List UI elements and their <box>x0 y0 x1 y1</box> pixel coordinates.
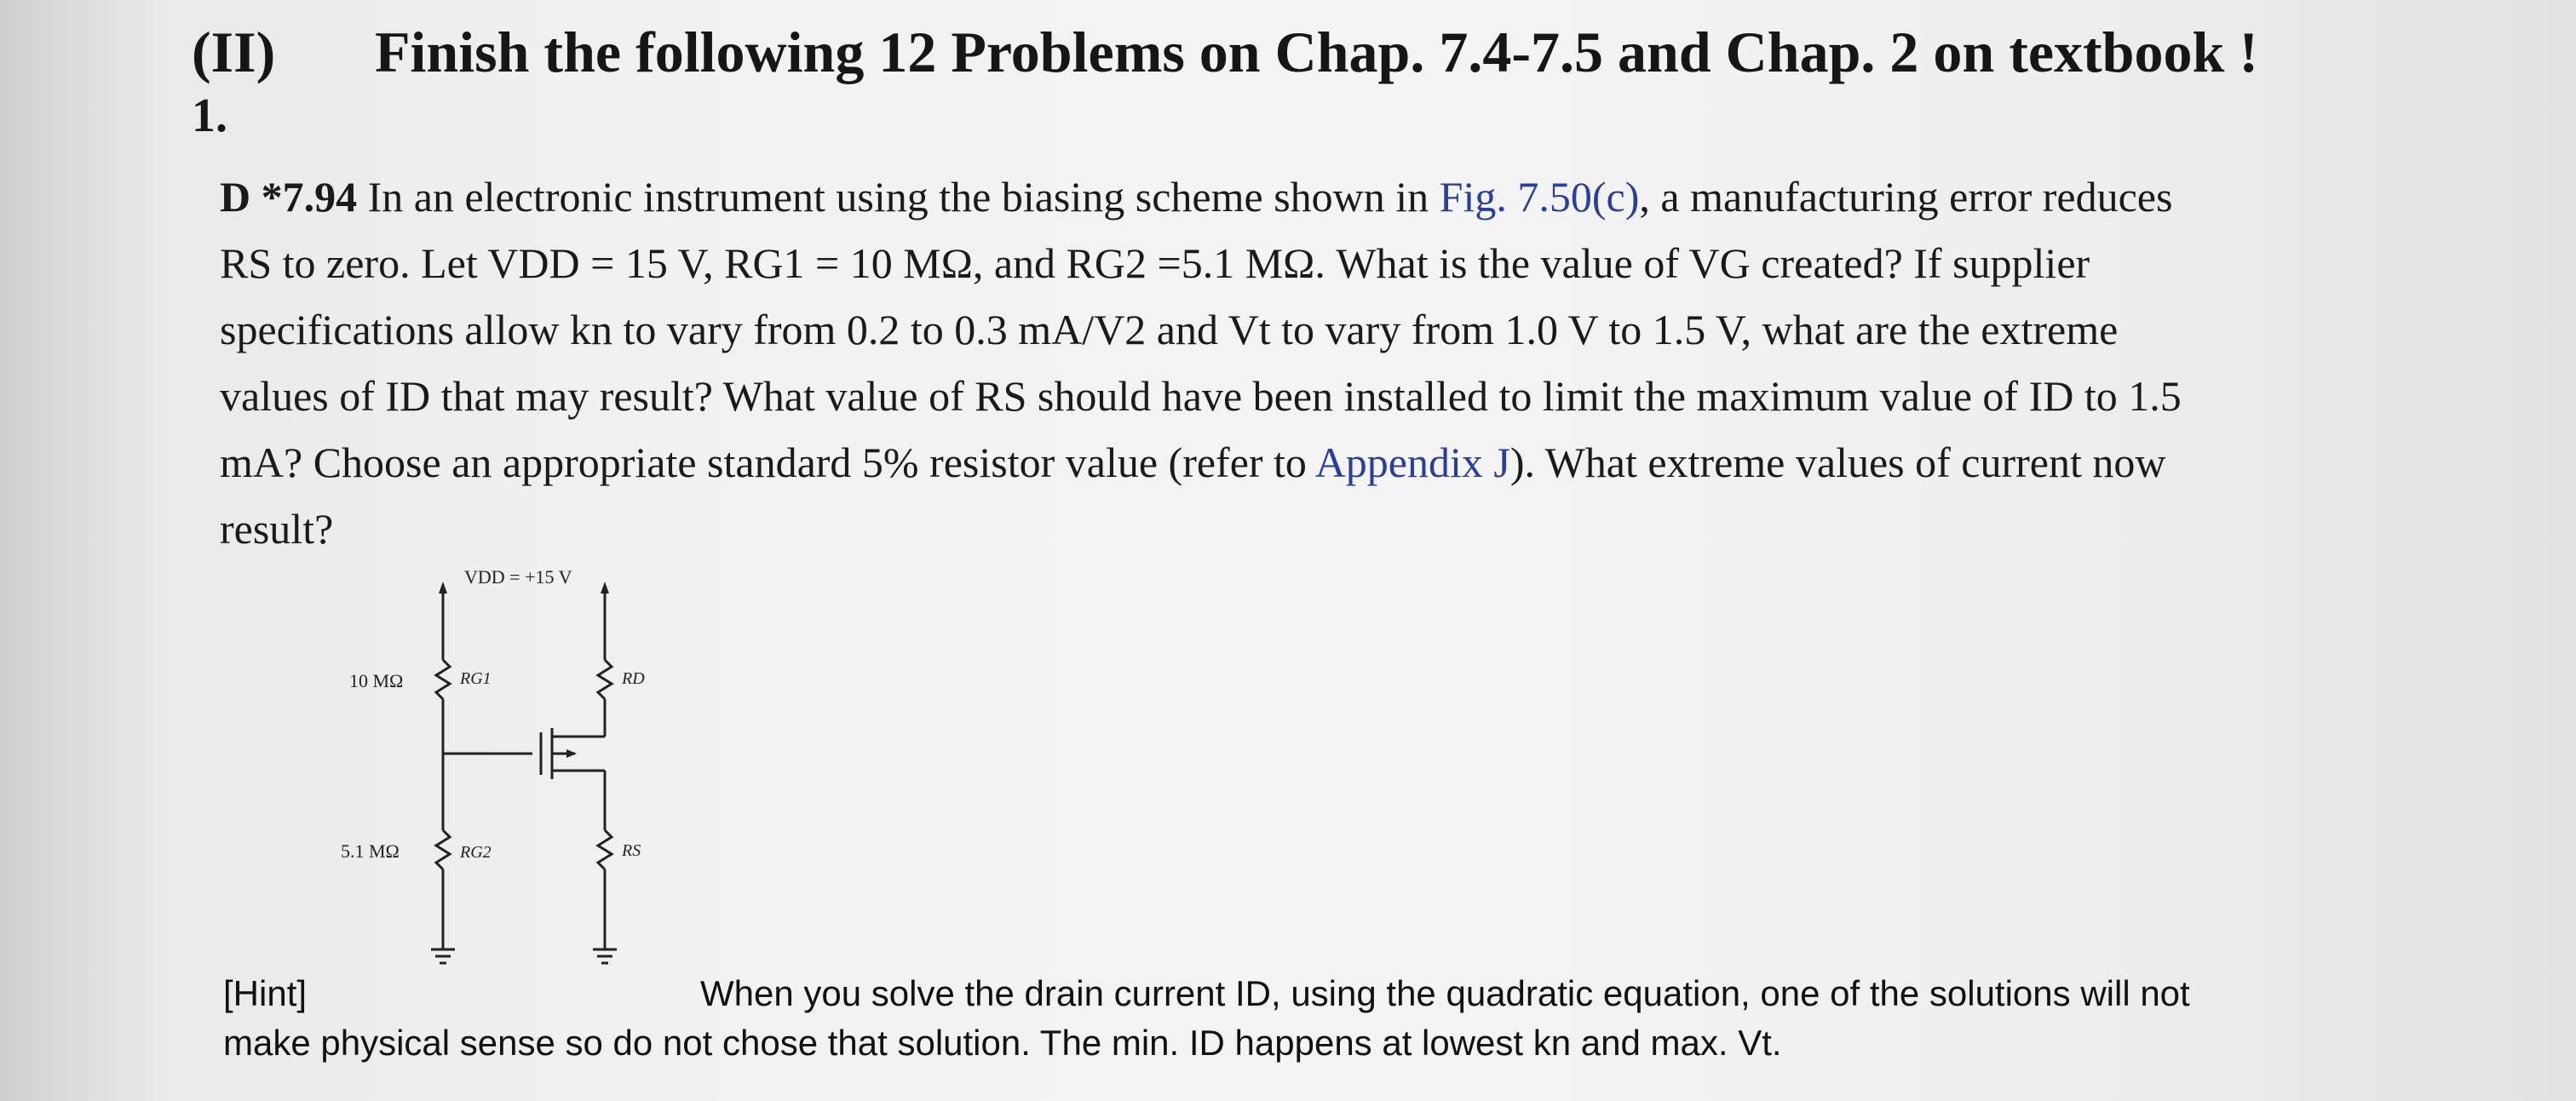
bias-circuit-diagram <box>332 558 673 1001</box>
problem-line-1b: , a manufacturing error reduces <box>1639 173 2173 221</box>
problem-statement <box>220 163 2315 562</box>
rg1-label: RG1 <box>460 669 492 688</box>
rd-label: RD <box>622 669 645 688</box>
rg2-label: RG2 <box>460 843 492 862</box>
problem-label: D *7.94 <box>220 173 358 221</box>
problem-line-5a: mA? Choose an appropriate standard 5% resistor value (refer to <box>220 439 1307 486</box>
problem-line-4: values of ID that may result? What value of RS should have been installed to limit the maximum value of ID to 1.5 <box>220 372 2182 420</box>
appendix-link[interactable]: Appendix J <box>1314 439 1510 486</box>
figure-link[interactable]: Fig. 7.50(c) <box>1439 173 1640 221</box>
problem-line-3: specifications allow kn to vary from 0.2 to 0.3 mA/V2 and Vt to vary from 1.0 V to 1.5 V, what are the extreme <box>220 306 2119 353</box>
hint-block <box>223 969 2285 1068</box>
problem-line-5b: ). What extreme values of current now <box>1509 439 2166 486</box>
problem-line-2: RS to zero. Let VDD = 15 V, RG1 = 10 MΩ, and RG2 =5.1 MΩ. What is the value of VG created? If supplier <box>220 239 2090 287</box>
page-title: Finish the following 12 Problems on Chap. 7.4-7.5 and Chap. 2 on textbook ! <box>375 20 2258 84</box>
section-number: (II) <box>192 20 276 84</box>
hint-line-1: When you solve the drain current ID, using the quadratic equation, one of the solutions will not <box>700 973 2190 1013</box>
problem-number: 1. <box>192 89 227 142</box>
hint-label: [Hint] <box>223 973 308 1013</box>
hint-line-2: make physical sense so do not chose that solution. The min. ID happens at lowest kn and max. Vt. <box>223 1023 1782 1063</box>
rg2-value: 5.1 MΩ <box>341 840 400 862</box>
problem-line-5 <box>220 429 2315 496</box>
rg1-value: 10 MΩ <box>349 670 404 691</box>
rs-label: RS <box>622 841 641 860</box>
problem-line-1a: In an electronic instrument using the biasing scheme shown in <box>367 173 1429 221</box>
problem-line-6: result? <box>220 505 334 553</box>
vdd-label: VDD = +15 V <box>464 566 572 588</box>
problem-line-1 <box>220 163 2315 230</box>
